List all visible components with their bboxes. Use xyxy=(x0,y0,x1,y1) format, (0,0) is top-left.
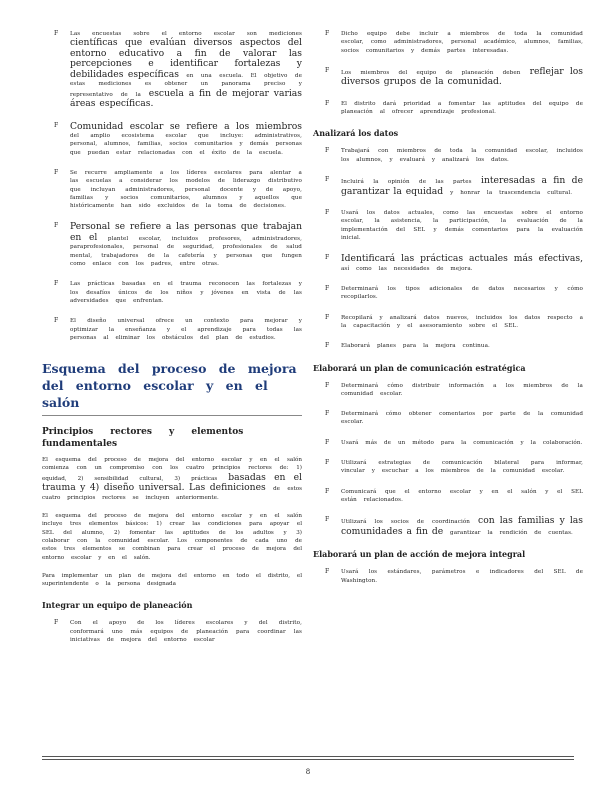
list-item xyxy=(313,30,583,55)
list-item xyxy=(313,382,583,399)
list-item xyxy=(42,280,302,305)
bullet-text: plantel escolar, incluidos profesores, administradores, paraprofesionales, personal de seguridad, profesionales de salud mental, trabajadores de la cafetería y personas que fungen como enlace con los padres, entre otras. xyxy=(70,235,302,268)
bullet-marker: F xyxy=(325,516,330,524)
bullet-text: Dicho equipo debe incluir a miembros de toda la comunidad escolar, como administradores, personal académico, alumnos, familias, socios comunitarios y demás partes interesadas. xyxy=(341,31,583,54)
bullet-text-large: Personal se refiere a las personas que trabajan en el xyxy=(70,221,302,243)
bullet-text: Comunicará que el entorno escolar y en el salón y el SEL están relacionados. xyxy=(341,488,583,503)
paragraph: El esquema del proceso de mejora del entorno escolar y en el salón incluye tres elementos básicos: 1) crear las condiciones para apoyar el SEL del alumno, 2) fomentar las aptitudes de los adultos y 3) colaborar con la comunidad escolar. Los componentes de cada uno de estos tres elementos se combinan para crear el proceso de mejora del entorno escolar y en el salón. xyxy=(42,513,302,561)
principles-heading: Principios rectores y elementos fundamentales xyxy=(42,427,244,450)
bullet-text: del amplio ecosistema escolar que incluye: administrativos, personal, alumnos, familias, socios comunitarios y demás personas que puedan estar relacionadas con el éxito de la escuela. xyxy=(70,133,302,156)
bullet-marker: F xyxy=(325,381,330,389)
action-plan-heading: Elaborará un plan de acción de mejora integral xyxy=(313,549,526,560)
list-item xyxy=(313,254,583,273)
bullet-text: garantizar la rendición de cuentas. xyxy=(450,529,573,536)
paragraph-text-large: basadas en el trauma y 4) diseño universal. Las definiciones xyxy=(42,471,302,494)
list-item xyxy=(313,488,583,505)
bullet-text: El diseño universal ofrece un contexto para mejorar y optimizar la enseñanza y el aprendizaje para todas las personas al eliminar los obstáculos del plan de estudios. xyxy=(70,318,302,341)
bullet-marker: F xyxy=(325,487,330,495)
bullet-text-large: Comunidad escolar se refiere a los miembros xyxy=(70,120,302,132)
list-item xyxy=(42,169,302,210)
paragraph xyxy=(42,456,302,502)
bullet-marker: F xyxy=(54,30,59,37)
paragraph-text: de estos cuatro principios rectores se incluyen anteriormente. xyxy=(42,486,302,501)
bullet-marker: F xyxy=(325,176,330,184)
bullet-text-large: con las familias y las comunidades a fin de xyxy=(341,515,583,537)
bullet-text: Usará más de un método para la comunicación y la colaboración. xyxy=(341,439,583,446)
bullet-text: en una escuela. El objetivo de estas mediciones es obtener un panorama preciso y representativo de la xyxy=(70,72,302,98)
bullet-text-large: interesadas a fin de garantizar la equidad xyxy=(341,175,584,197)
bullet-marker: F xyxy=(54,317,59,325)
list-item xyxy=(313,67,583,88)
bullet-text: Determinará cómo distribuir información a los miembros de la comunidad escolar. xyxy=(341,382,583,397)
list-item xyxy=(313,314,583,331)
bullet-marker: F xyxy=(325,342,330,350)
list-item xyxy=(313,410,583,427)
bullet-text: Recopilará y analizará datos nuevos, incluidos los datos respecto a la capacitación y el asesoramiento sobre el SEL. xyxy=(341,314,583,329)
list-item xyxy=(42,619,302,644)
list-item xyxy=(313,459,583,476)
list-item xyxy=(313,439,583,447)
bullet-text: Trabajará con miembros de toda la comunidad escolar, incluidos los alumnos, y evaluará y analizará los datos. xyxy=(341,148,583,163)
list-item xyxy=(42,317,302,342)
list-item xyxy=(313,100,583,117)
bullet-text: Incluirá la opinión de las partes xyxy=(341,179,472,186)
communication-heading: Elaborará un plan de comunicación estratégica xyxy=(313,362,526,373)
divider xyxy=(42,415,302,416)
page-number: 8 xyxy=(305,768,311,776)
bullet-text: así como las necesidades de mejora. xyxy=(341,265,473,272)
bullet-marker: F xyxy=(325,254,330,262)
list-item xyxy=(313,568,583,585)
section-title: Esquema del proceso de mejora del entorno escolar y en el salón xyxy=(42,361,297,411)
paragraph: Para implementar un plan de mejora del entorno en todo el distrito, el superintendente o la persona designada xyxy=(42,572,302,588)
bullet-marker: F xyxy=(325,99,330,107)
list-item xyxy=(313,285,583,302)
list-item xyxy=(313,516,583,537)
bullet-marker: F xyxy=(325,30,330,37)
bullet-text-large: escuela a fin de mejorar varias áreas específicas. xyxy=(70,87,302,110)
list-item xyxy=(42,30,302,110)
bullet-text: Utilizará estrategias de comunicación bilateral para informar, vincular y escuchar a los miembros de la comunidad escolar. xyxy=(341,460,583,475)
bullet-marker: F xyxy=(325,66,330,74)
bullet-text-large: Identificará las prácticas actuales más efectivas, xyxy=(341,253,583,265)
bullet-text: Los miembros del equipo de planeación deben xyxy=(341,69,521,76)
bullet-text: El distrito dará prioridad a fomentar las aptitudes del equipo de planeación al ofrecer aprendizaje profesional. xyxy=(341,100,583,116)
bullet-text: Se recurre ampliamente a los líderes escolares para alentar a las escuelas a considerar los modelos de liderazgo distributivo que incluyan administradores, personal docente y de apoyo, familias y socios comunitarios, alumnos y aquellos que históricamente han sido excluidos de la toma de decisiones. xyxy=(70,169,302,210)
bullet-marker: F xyxy=(325,209,330,217)
bullet-marker: F xyxy=(325,285,330,293)
bullet-marker: F xyxy=(325,568,330,576)
bullet-text: Utilizará los socios de coordinación xyxy=(341,519,471,526)
bullet-text: Con el apoyo de los líderes escolares y del distrito, conformará uno más equipos de planeación para coordinar las iniciativas de mejora del entorno escolar xyxy=(70,620,302,643)
bullet-text: Las prácticas basadas en el trauma reconocen las fortalezas y los desafíos únicos de los niños y jóvenes en vista de las adversidades que enfrentan. xyxy=(70,281,302,304)
bullet-marker: F xyxy=(325,459,330,467)
bullet-text: Determinará los tipos adicionales de datos necesarios y cómo recopilarlos. xyxy=(341,286,583,301)
bullet-text: Determinará cómo obtener comentarios por parte de la comunidad escolar. xyxy=(341,411,583,426)
bullet-marker: F xyxy=(54,222,59,230)
bullet-marker: F xyxy=(325,147,330,155)
bullet-marker: F xyxy=(54,280,59,288)
bullet-text: y honrar la trascendencia cultural. xyxy=(450,189,573,196)
list-item xyxy=(313,209,583,242)
bullet-text: Las encuestas sobre el entorno escolar son mediciones xyxy=(70,31,302,37)
list-item xyxy=(42,122,302,157)
bullet-text: Usará los estándares, parámetros e indicadores del SEL de Washington. xyxy=(341,569,583,584)
bullet-marker: F xyxy=(325,438,330,446)
bullet-text-large: científicas que evalúan diversos aspectos del entorno educativo a fin de valorar las percepciones e identificar fortalezas y debilidades específicas xyxy=(70,37,302,80)
bullet-text-large: reflejar los diversos grupos de la comunidad. xyxy=(341,65,584,88)
team-heading: Integrar un equipo de planeación xyxy=(42,600,193,611)
list-item xyxy=(313,342,583,350)
bullet-marker: F xyxy=(54,121,59,129)
bullet-marker: F xyxy=(54,168,59,176)
left-column xyxy=(42,30,302,656)
bullet-marker: F xyxy=(325,410,330,418)
list-item xyxy=(42,222,302,268)
bullet-marker: F xyxy=(325,313,330,321)
bullet-text: Elaborará planes para la mejora continua. xyxy=(341,343,490,350)
list-item xyxy=(313,147,583,164)
list-item xyxy=(313,176,583,197)
footer-rule xyxy=(42,756,574,757)
bullet-text: Usará los datos actuales, como las encuestas sobre el entorno escolar, la asistencia, la participación, la evaluación de la implementación del SEL y demás comentarios para la evaluación inicial. xyxy=(341,210,583,241)
paragraph-text: El esquema del proceso de mejora del entorno escolar y en el salón comienza con un compromiso con los cuatro principios rectores de: 1) equidad, 2) sensibilidad cultural, 3) prácticas xyxy=(42,457,302,482)
bullet-marker: F xyxy=(54,619,59,627)
analyze-heading: Analizará los datos xyxy=(313,128,399,139)
footer-rule xyxy=(42,759,574,760)
right-column xyxy=(313,30,583,597)
